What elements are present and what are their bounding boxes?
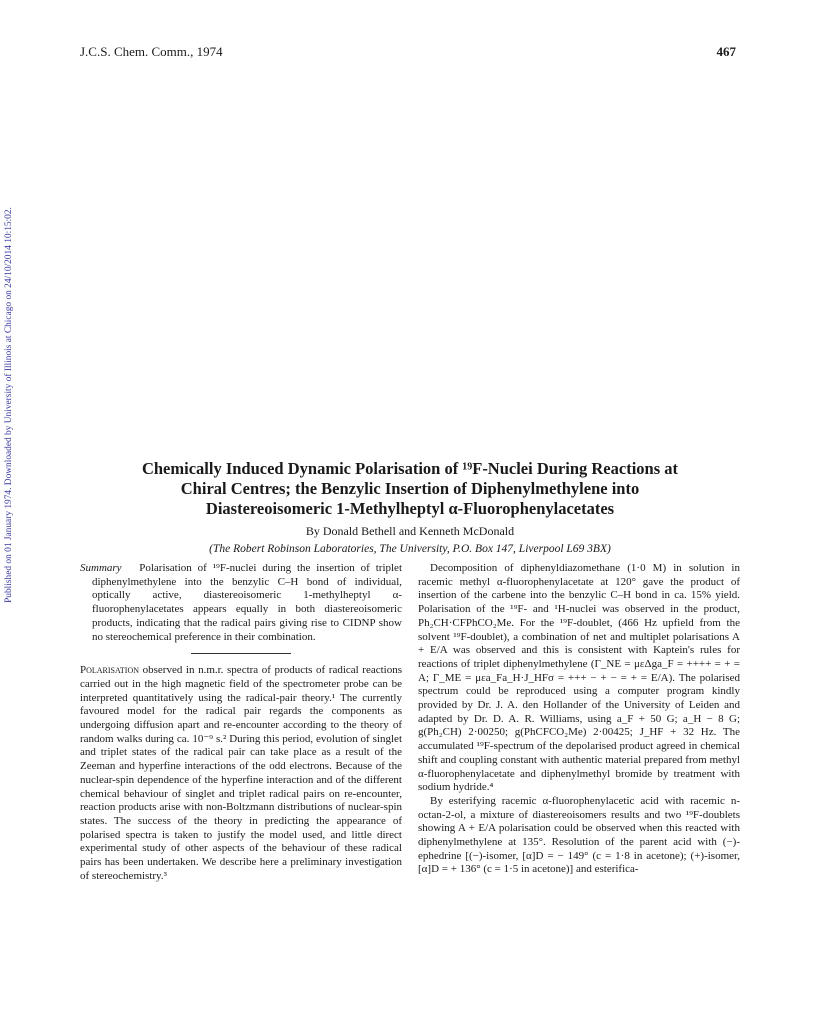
left-column (80, 562, 402, 883)
download-watermark (2, 175, 17, 635)
affiliation: (The Robert Robinson Laboratories, The University, P.O. Box 147, Liverpool L69 3BX) (209, 543, 611, 555)
body-paragraph (80, 664, 402, 883)
paragraph-text: observed in n.m.r. spectra of products of radical reactions carried out in the high magnetic field of the spectrometer probe can be interpreted quantitatively using the radical-pair theory.¹ The currently favoured model for the radical pair regards the components as undergoing diffusion apart and re-encounter according to the theory of random walks during ca. 10⁻⁹ s.² During this period, evolution of singlet and triplet states of the radical pair can take place as a result of the Zeeman and hyperfine interactions of the odd electrons. Because of the nuclear-spin dependence of the hyperfine interaction and of the different chemical behaviour of singlet and triplet radical pairs on re-encounter, reaction products arise with non-Boltzmann distributions of nuclear-spin states. The success of the theory in predicting the appearance of polarised spectra is taken to justify the model used, and little direct experimental study of other aspects of the behaviour of these radical pairs has been undertaken. We describe here a preliminary investigation of stereochemistry.³ (80, 664, 402, 882)
section-divider (191, 653, 291, 654)
right-column (418, 562, 740, 877)
article-title (80, 459, 740, 519)
summary-text: Polarisation of ¹⁹F-nuclei during the insertion of triplet diphenylmethylene into the benzylic C–H bond of individual, optically active, diastereoisomeric 1-methylheptyl α-fluorophenylacetates appears equally in both diastereoisomeric products, indicating that the radical pairs giving rise to CIDNP show no stereochemical preference in their combination. (92, 562, 402, 643)
body-paragraph: By esterifying racemic α-fluorophenylacetic acid with racemic n-octan-2-ol, a mixture of diastereoisomers results and two ¹⁹F-doublets showing A + E/A polarisation could be observed when this reacted with diphenylmethylene at 135°. Resolution of the parent acid with (−)-ephedrine [(−)-isomer, [α]D = − 149° (c = 1·8 in acetone); (+)-isomer, [α]D = + 136° (c = 1·5 in acetone)] and esterifica- (418, 794, 740, 876)
page-number: 467 (716, 44, 736, 59)
download-note: Published on 01 January 1974. Downloaded by University of Illinois at Chicago on 24/10/2014 10:15:02. (4, 207, 14, 603)
title-line: Chiral Centres; the Benzylic Insertion of Diphenylmethylene into (180, 479, 640, 498)
title-line: Diastereoisomeric 1-Methylheptyl α-Fluorophenylacetates (205, 499, 615, 518)
lead-word: Polarisation (80, 664, 140, 677)
body-paragraph: Decomposition of diphenyldiazomethane (1·0 M) in solution in racemic methyl α-fluorophenylacetate at 120° gave the product of insertion of the carbene into the benzylic C–H bond in ca. 15% yield. Polarisation of the ¹⁹F- and ¹H-nuclei was observed in the product, Ph₂CH·CFPhCO₂Me. For the ¹⁹F-doublet, (466 Hz upfield from the solvent ¹⁹F-doublet), a combination of net and multiplet polarisations A + E/A was observed and this is consistent with Kaptein's rules for reactions of triplet diphenylmethylene (Γ_NE = μεΔga_F = ++++ = + = A; Γ_ME = μεa_Fa_H·J_HFσ = +++ − + − = + = E/A). The polarised spectrum could be reproduced using a computer program kindly provided by Dr. J. A. den Hollander of the University of Leiden and adapted by Dr. D. A. R. Williams, using a_F + 50 G; a_H − 8 G; g(Ph₂CH) 2·00250; g(PhCFCO₂Me) 2·00425; J_HF + 32 Hz. The accumulated ¹⁹F-spectrum of the depolarised product agreed in chemical shift and coupling constant with authentic material prepared from methyl α-fluorophenylacetate and diphenylmethyl bromide by treatment with sodium hydride.⁴ (418, 562, 740, 794)
summary-label: Summary (80, 562, 122, 574)
summary (80, 562, 402, 644)
title-line: Chemically Induced Dynamic Polarisation of ¹⁹F-Nuclei During Reactions at (141, 459, 679, 478)
authors: By Donald Bethell and Kenneth McDonald (305, 524, 515, 538)
journal-header: J.C.S. Chem. Comm., 1974 (80, 44, 223, 59)
